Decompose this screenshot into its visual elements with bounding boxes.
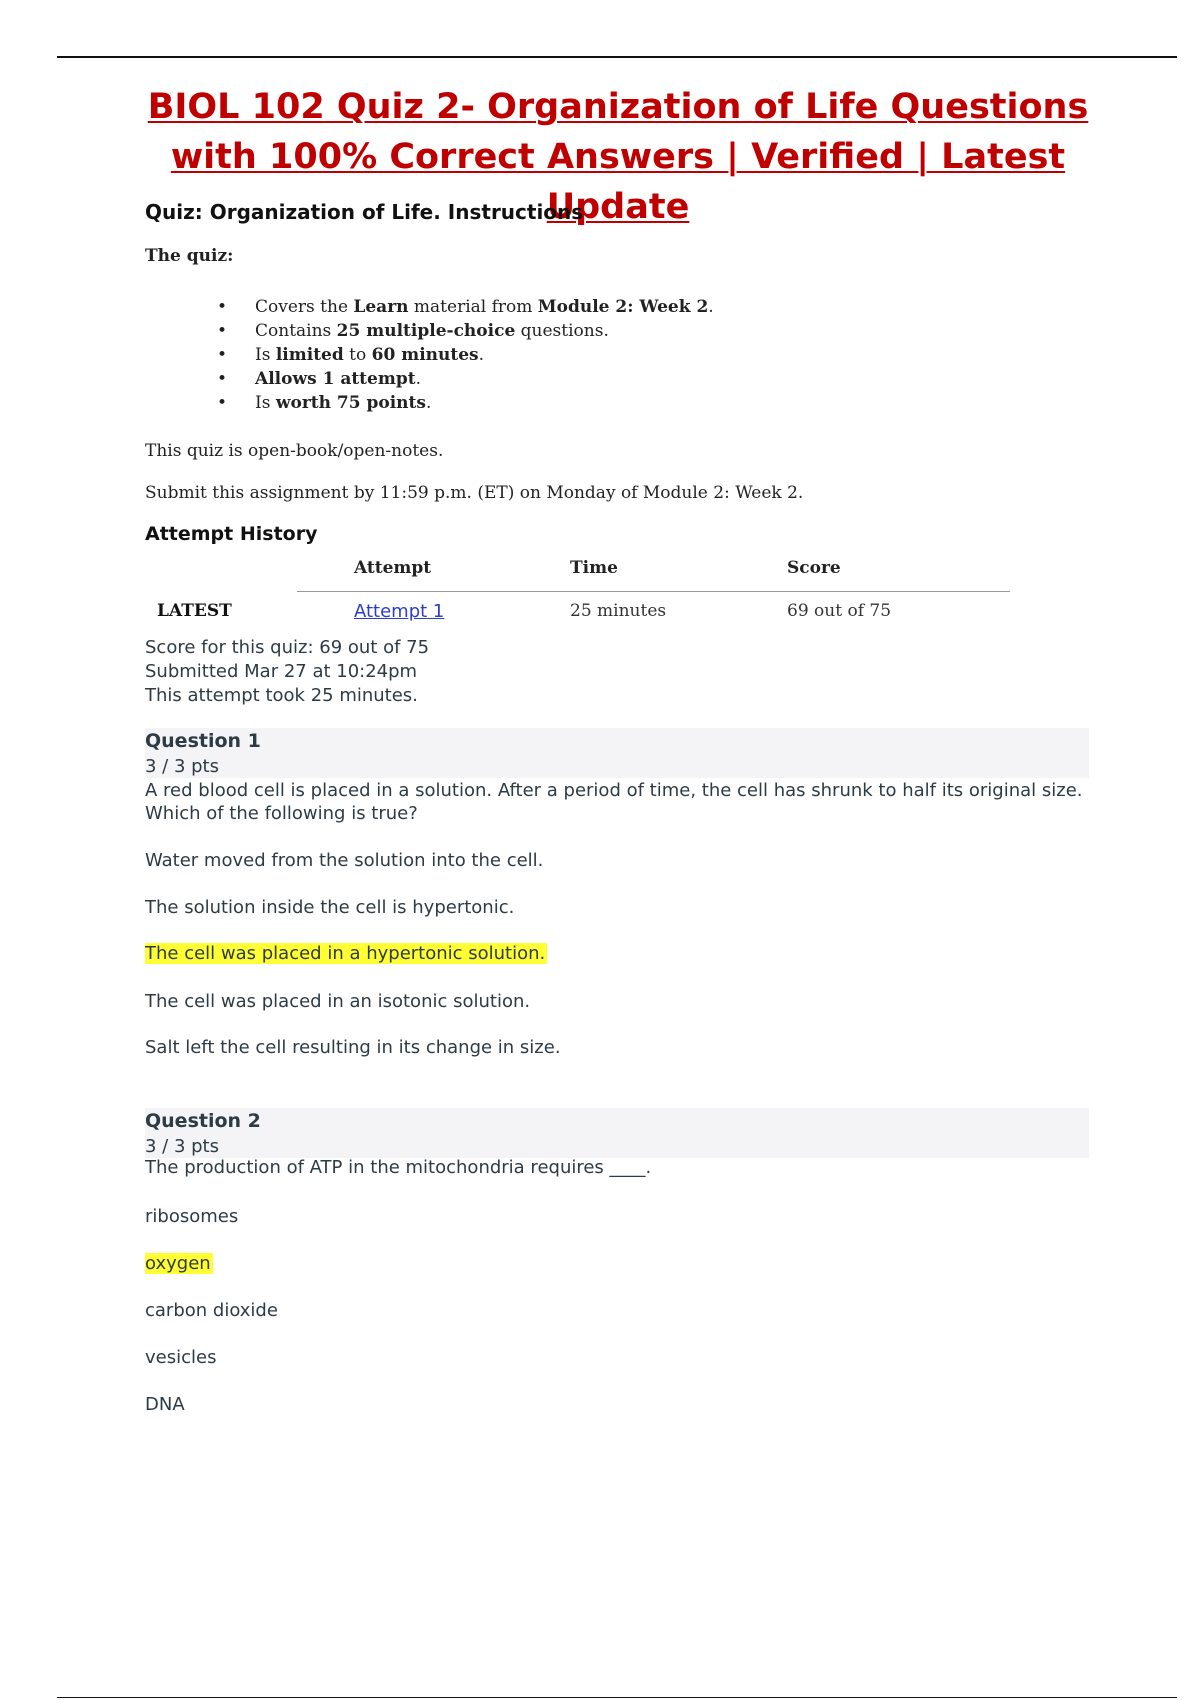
- answer-option: Salt left the cell resulting in its change in size.: [145, 1037, 561, 1058]
- attempt-summary: [145, 636, 429, 708]
- top-rule: [57, 56, 1177, 58]
- list-item: • Allows 1 attempt.: [145, 367, 714, 391]
- header-divider: [297, 591, 1010, 592]
- open-book-note: This quiz is open-book/open-notes.: [145, 441, 444, 461]
- answer-option: The cell was placed in an isotonic solution.: [145, 991, 531, 1012]
- attempt-history-table: [145, 556, 1010, 630]
- answer-option-correct: oxygen: [145, 1253, 211, 1274]
- quiz-score: Score for this quiz: 69 out of 75: [145, 637, 430, 658]
- question-2-text: The production of ATP in the mitochondria requires ____.: [145, 1157, 652, 1178]
- attempt-1-link[interactable]: Attempt 1: [354, 601, 445, 622]
- list-item: • Covers the Learn material from Module 2: Week 2.: [145, 295, 714, 319]
- question-2-header: [145, 1108, 1089, 1158]
- instructions-list: [145, 295, 714, 415]
- column-header-time: Time: [570, 558, 618, 578]
- question-points: 3 / 3 pts: [145, 1136, 219, 1157]
- question-points: 3 / 3 pts: [145, 756, 219, 777]
- attempt-history-heading: Attempt History: [145, 523, 318, 545]
- answer-option: The solution inside the cell is hypertonic.: [145, 897, 515, 918]
- column-header-score: Score: [787, 558, 841, 578]
- bottom-rule: [57, 1697, 1177, 1698]
- answer-option: vesicles: [145, 1347, 217, 1368]
- question-title: Question 2: [145, 1110, 261, 1132]
- list-item: • Contains 25 multiple-choice questions.: [145, 319, 714, 343]
- submitted-date: Submitted Mar 27 at 10:24pm: [145, 661, 418, 682]
- latest-label: LATEST: [157, 601, 232, 621]
- answer-option: Water moved from the solution into the cell.: [145, 850, 544, 871]
- the-quiz-label: The quiz:: [145, 246, 234, 266]
- answer-option: carbon dioxide: [145, 1300, 278, 1321]
- answer-option-correct: The cell was placed in a hypertonic solution.: [145, 943, 546, 964]
- list-item: • Is limited to 60 minutes.: [145, 343, 714, 367]
- attempt-duration: This attempt took 25 minutes.: [145, 685, 418, 706]
- question-1-header: [145, 728, 1089, 778]
- list-item: • Is worth 75 points.: [145, 391, 714, 415]
- quiz-heading: Quiz: Organization of Life. Instructions: [145, 200, 584, 224]
- answer-option: ribosomes: [145, 1206, 239, 1227]
- attempt-score: 69 out of 75: [787, 601, 892, 621]
- question-title: Question 1: [145, 730, 261, 752]
- submit-deadline: Submit this assignment by 11:59 p.m. (ET) on Monday of Module 2: Week 2.: [145, 483, 804, 503]
- document-title: BIOL 102 Quiz 2- Organization of Life Questions with 100% Correct Answers | Verified | Latest Update: [147, 87, 1089, 227]
- question-1-text: A red blood cell is placed in a solution. After a period of time, the cell has shrunk to half its original size. Which of the following is true?: [145, 780, 1083, 824]
- attempt-time: 25 minutes: [570, 601, 667, 621]
- column-header-attempt: Attempt: [354, 558, 432, 578]
- answer-option: DNA: [145, 1394, 185, 1415]
